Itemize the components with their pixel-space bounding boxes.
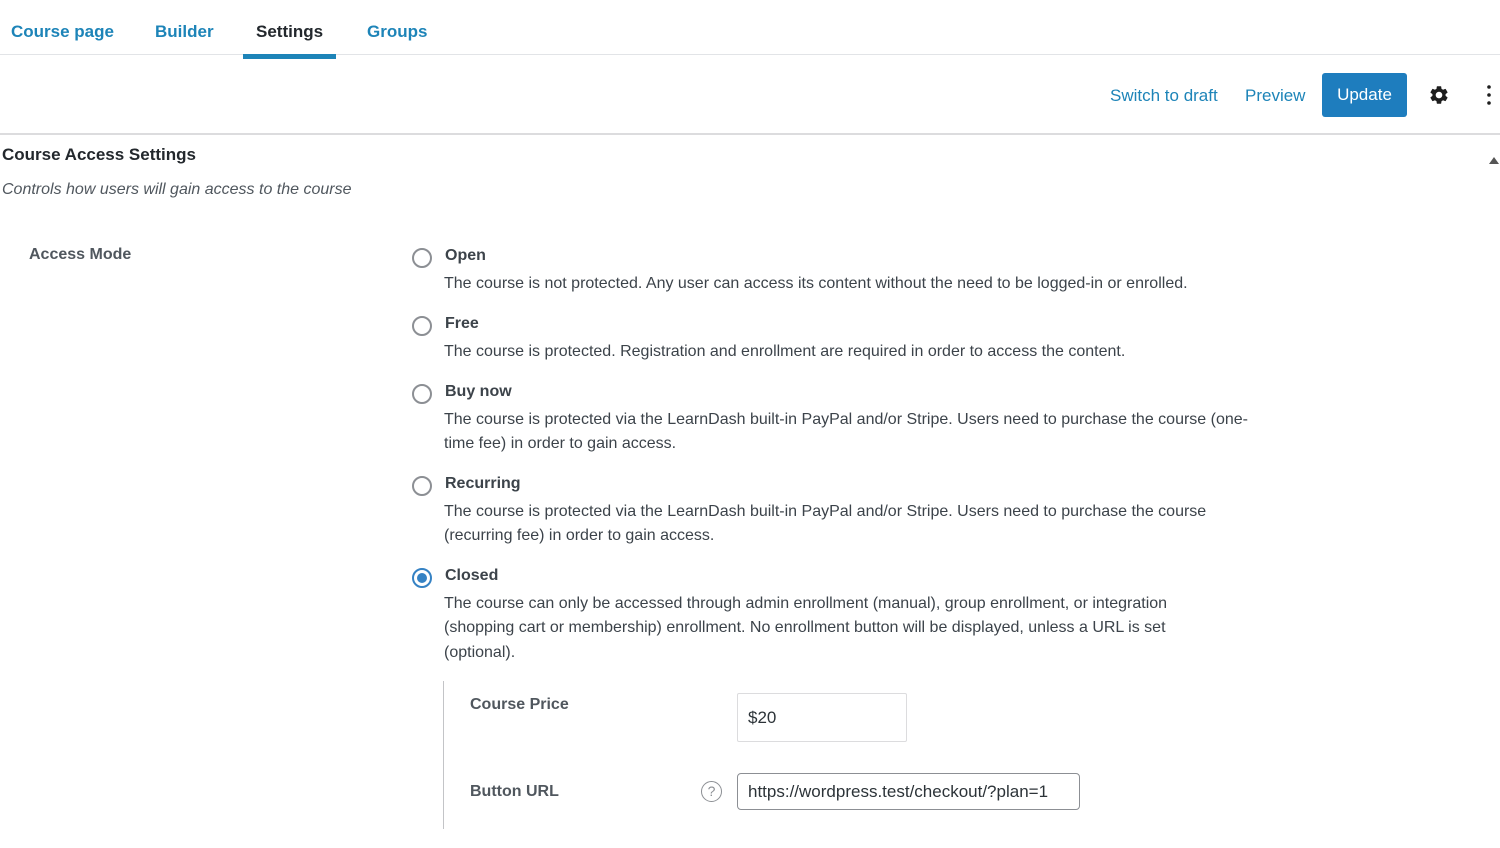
collapse-caret-icon[interactable] (1489, 157, 1499, 164)
option-description: The course is protected via the LearnDash built-in PayPal and/or Stripe. Users need to purchase the course (recurring fee) in order to gain access. (444, 503, 1207, 545)
option-label[interactable]: Free (445, 315, 479, 332)
tab-builder[interactable]: Builder (155, 22, 214, 41)
option-description: The course is not protected. Any user can access its content without the need to be logged-in or enrolled. (444, 275, 1188, 292)
option-label[interactable]: Buy now (445, 383, 512, 400)
preview-button[interactable]: Preview (1245, 86, 1306, 105)
section-title: Course Access Settings (2, 145, 196, 164)
radio-closed[interactable] (412, 568, 432, 588)
tab-bar (0, 0, 1500, 55)
subfield-divider (443, 681, 444, 829)
update-button[interactable]: Update (1322, 73, 1407, 117)
option-label[interactable]: Recurring (445, 475, 521, 492)
course-price-input[interactable] (737, 693, 907, 742)
tab-groups[interactable]: Groups (367, 22, 428, 41)
tab-course-page[interactable]: Course page (11, 22, 114, 41)
gear-icon[interactable] (1428, 84, 1450, 106)
radio-free[interactable] (412, 316, 432, 336)
option-description: The course is protected. Registration and enrollment are required in order to access the content. (444, 343, 1126, 360)
tab-settings[interactable]: Settings (256, 22, 324, 41)
section-description: Controls how users will gain access to the course (2, 181, 352, 198)
course-price-label: Course Price (470, 696, 569, 713)
editor-toolbar (0, 55, 1500, 135)
button-url-label: Button URL (470, 783, 559, 800)
option-label[interactable]: Open (445, 247, 486, 264)
radio-recurring[interactable] (412, 476, 432, 496)
option-description: The course can only be accessed through admin enrollment (manual), group enrollment, or integration (shopping cart or membership) enrollment. No enrollment button will be displayed, unless a URL is set (optional). (444, 595, 1168, 661)
switch-to-draft-button[interactable]: Switch to draft (1110, 86, 1218, 105)
radio-buy-now[interactable] (412, 384, 432, 404)
help-icon[interactable]: ? (701, 781, 722, 802)
access-mode-label: Access Mode (29, 246, 132, 263)
radio-open[interactable] (412, 248, 432, 268)
option-description: The course is protected via the LearnDash built-in PayPal and/or Stripe. Users need to purchase the course (one-time fee) in order to gain access. (444, 411, 1248, 453)
option-label[interactable]: Closed (445, 567, 499, 584)
button-url-input[interactable] (737, 773, 1080, 810)
kebab-menu-icon[interactable] (1479, 84, 1499, 106)
